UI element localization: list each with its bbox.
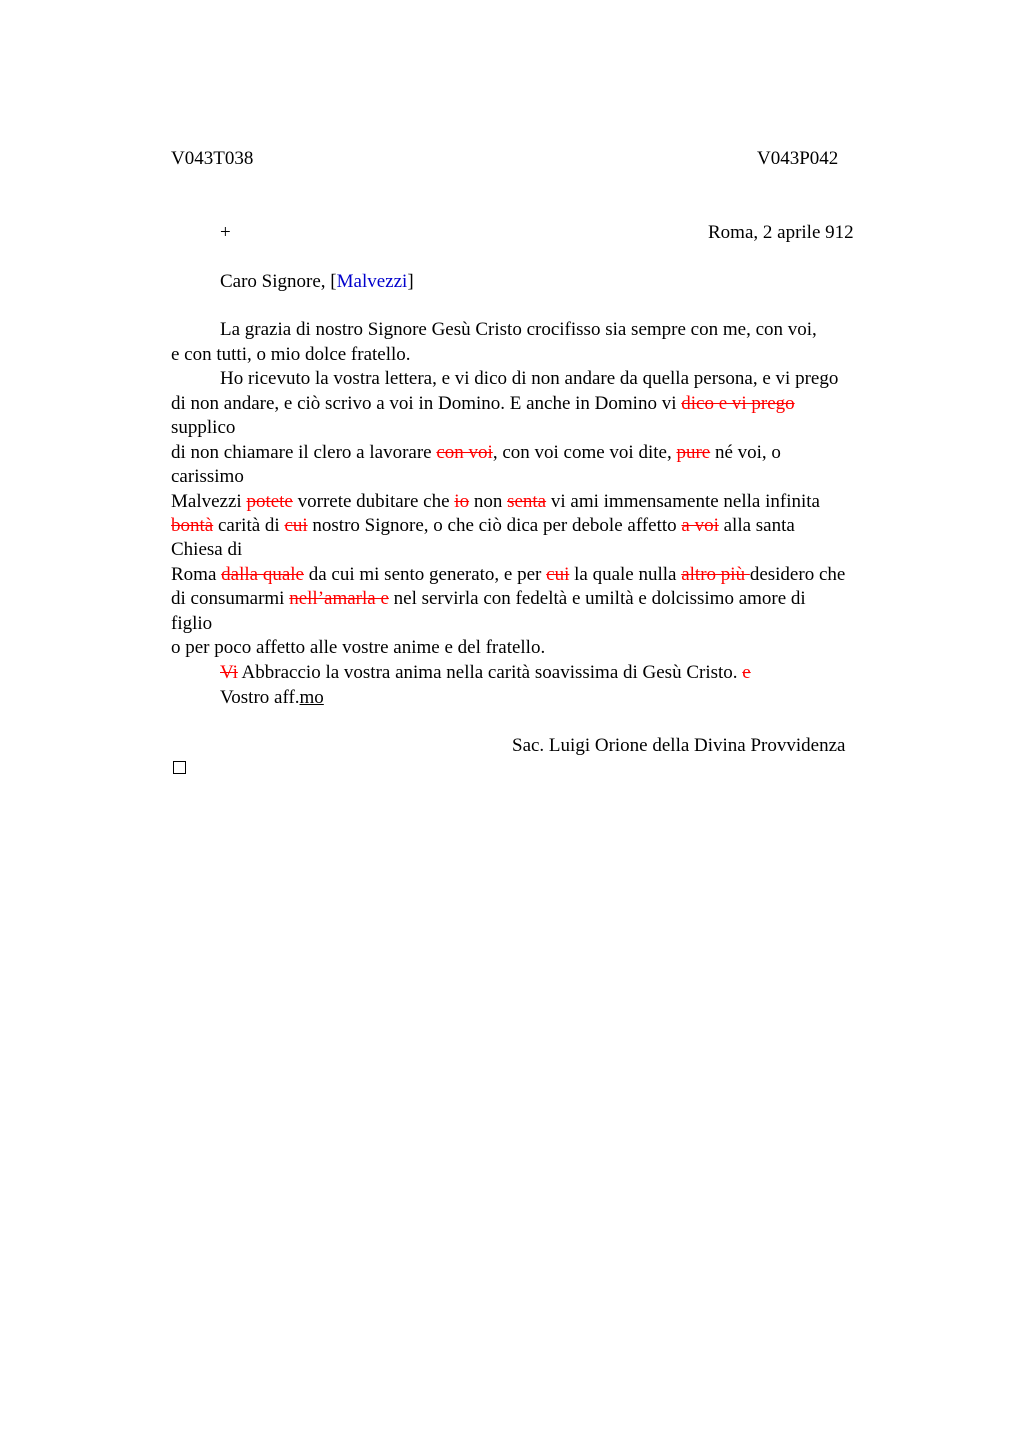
text-segment: e con tutti, o mio dolce fratello. [171, 344, 411, 365]
body-line [171, 441, 781, 465]
body-line [171, 465, 244, 489]
salutation-name: Malvezzi [336, 271, 408, 292]
text-segment: di non chiamare il clero a lavorare [171, 442, 437, 463]
deleted-text: potete [246, 491, 293, 512]
text-segment: non [469, 491, 508, 512]
body-line [171, 343, 411, 367]
deleted-text: io [454, 491, 470, 512]
deleted-text: nell’amarla e [289, 588, 389, 609]
salutation-prefix: Caro Signore, [ [220, 271, 337, 292]
body-line [171, 392, 795, 416]
document-code-left: V043T038 [171, 148, 254, 169]
text-segment: da cui mi sento generato, e per [303, 564, 547, 585]
body-line [171, 636, 545, 660]
text-segment: carità di [213, 515, 285, 536]
deleted-text: dalla quale [221, 564, 304, 585]
text-segment: Roma [171, 564, 222, 585]
salutation-suffix: ] [407, 271, 414, 292]
closing-abbrev: mo [299, 687, 324, 708]
salutation [220, 270, 414, 294]
text-segment: Ho ricevuto la vostra lettera, e vi dico di non andare da quella persona, e vi prego [220, 368, 839, 389]
text-segment: né voi, o [710, 442, 781, 463]
text-segment: la quale nulla [569, 564, 682, 585]
cross-mark: + [220, 222, 231, 243]
body-line [171, 587, 806, 611]
text-segment: nostro Signore, o che ciò dica per debole affetto [307, 515, 682, 536]
text-segment: vorrete dubitare che [292, 491, 455, 512]
deleted-text: altro più [681, 564, 750, 585]
text-segment: desidero che [749, 564, 846, 585]
text-segment: supplico [171, 417, 236, 438]
text-segment: nel servirla con fedeltà e umiltà e dolcissimo amore di [388, 588, 806, 609]
text-segment: o per poco affetto alle vostre anime e del fratello. [171, 637, 546, 658]
deleted-text: Vi [220, 662, 238, 683]
deleted-text: con voi [436, 442, 493, 463]
text-segment: di non andare, e ciò scrivo a voi in Domino. E anche in Domino vi [171, 393, 682, 414]
text-segment: figlio [171, 613, 213, 634]
deleted-text: a voi [681, 515, 719, 536]
text-segment: Malvezzi [171, 491, 247, 512]
signature: Sac. Luigi Orione della Divina Provvidenza [512, 735, 846, 756]
deleted-text: cui [546, 564, 570, 585]
deleted-text: e [742, 662, 751, 683]
text-segment: di consumarmi [171, 588, 290, 609]
body-line [171, 563, 845, 587]
body-line [171, 514, 795, 538]
deleted-text: cui [284, 515, 308, 536]
body-line [220, 367, 838, 391]
deleted-text: bontà [171, 515, 214, 536]
body-line [220, 318, 817, 342]
body-line [171, 538, 242, 562]
body-line [171, 612, 212, 636]
deleted-text: pure [676, 442, 711, 463]
text-segment: alla santa [718, 515, 795, 536]
closing-text: Vostro aff. [220, 687, 300, 708]
body-line [171, 490, 820, 514]
deleted-text: dico e vi prego [681, 393, 795, 414]
body-line [171, 416, 235, 440]
text-segment: Abbraccio la vostra anima nella carità soavissima di Gesù Cristo. [237, 662, 743, 683]
text-segment: , con voi come voi dite, [492, 442, 677, 463]
text-segment: carissimo [171, 466, 244, 487]
body-line [220, 661, 751, 685]
text-segment: vi ami immensamente nella infinita [546, 491, 820, 512]
text-segment: Chiesa di [171, 539, 243, 560]
end-box-mark [173, 761, 186, 774]
place-date: Roma, 2 aprile 912 [708, 222, 854, 243]
deleted-text: senta [507, 491, 547, 512]
document-code-right: V043P042 [757, 148, 839, 169]
text-segment: La grazia di nostro Signore Gesù Cristo crocifisso sia sempre con me, con voi, [220, 319, 817, 340]
closing [220, 686, 324, 710]
